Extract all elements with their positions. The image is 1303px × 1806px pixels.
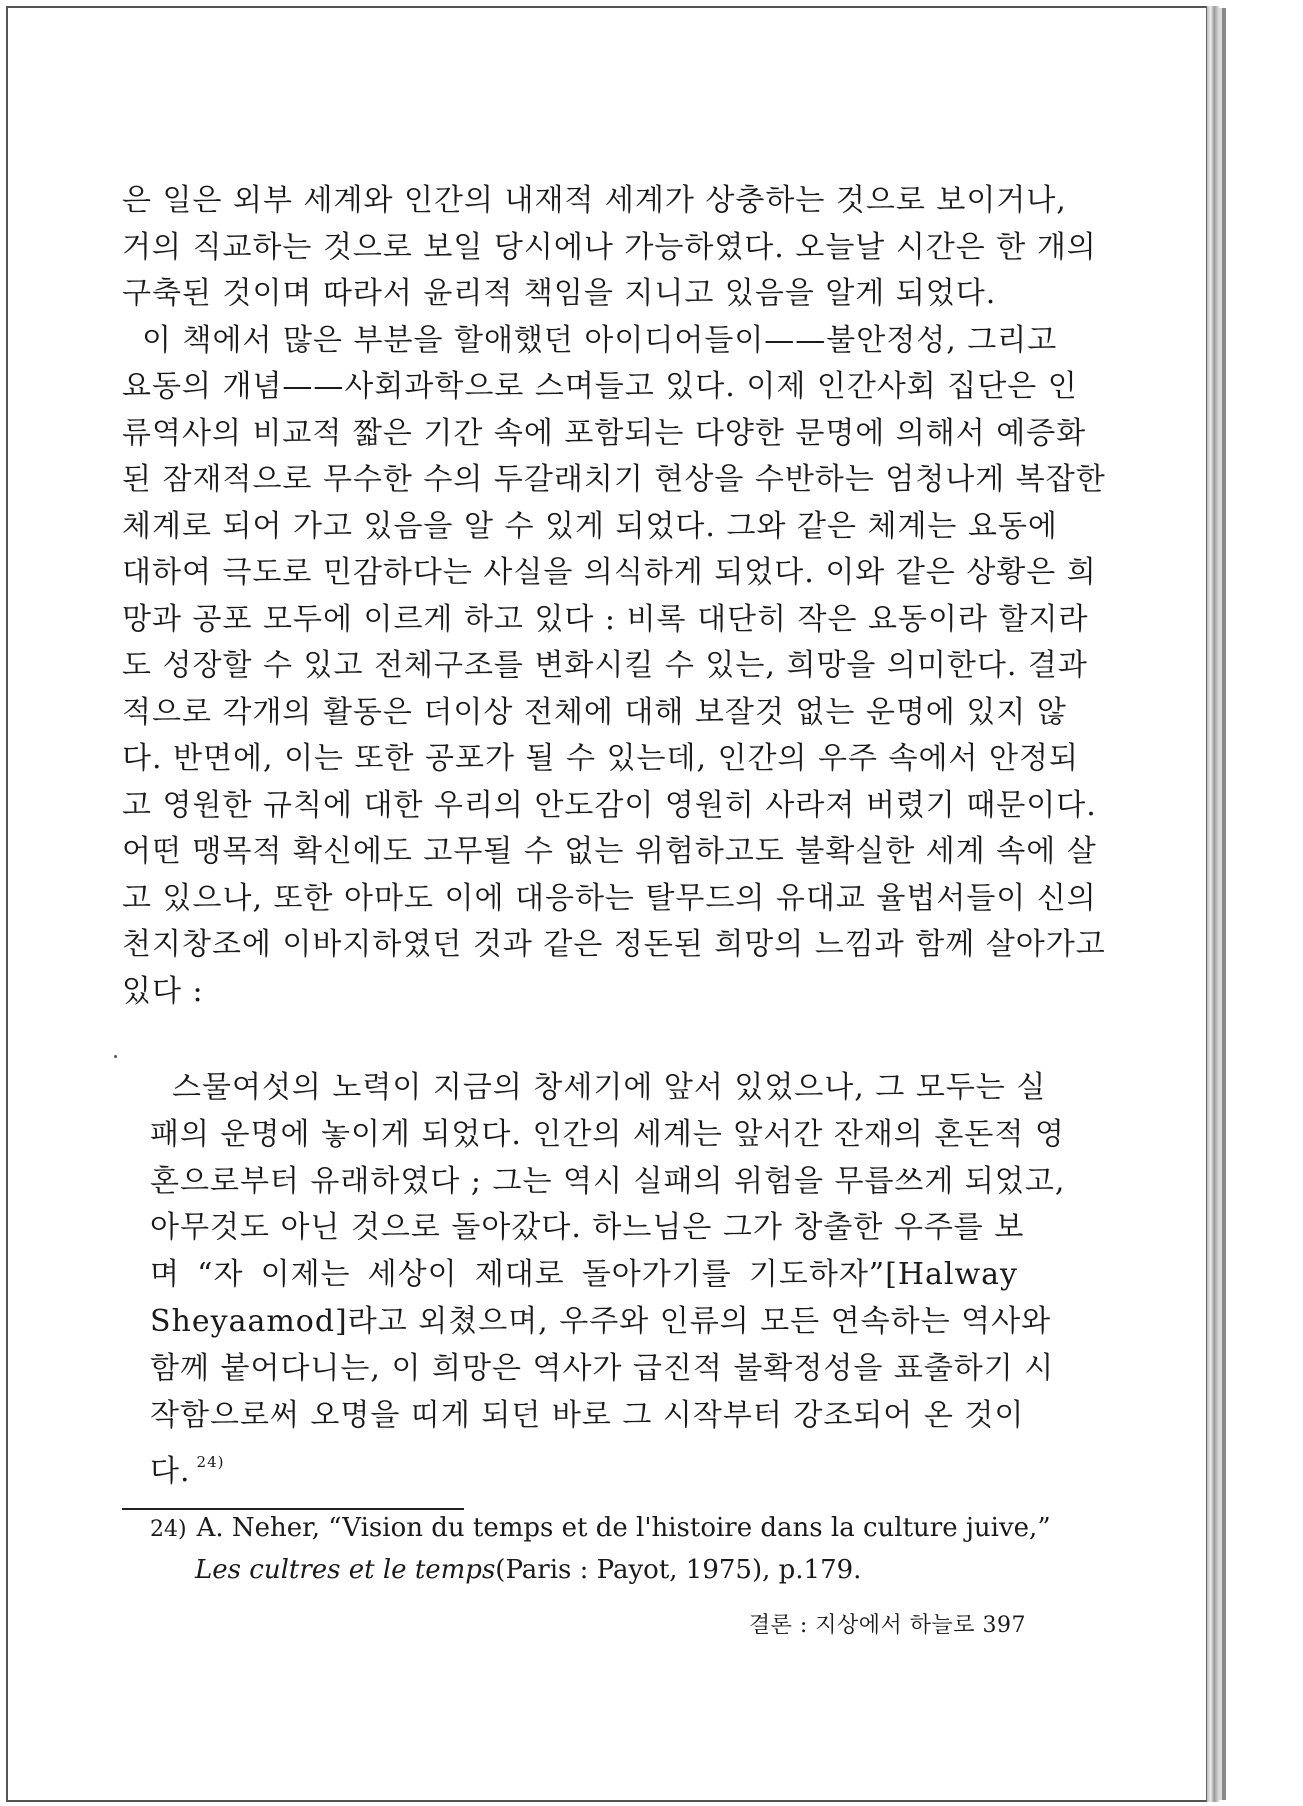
quote-line-text: 다.	[150, 1454, 191, 1490]
body-line: 대하여 극도로 민감하다는 사실을 의식하게 되었다. 이와 같은 상황은 희	[122, 555, 1097, 590]
body-line: 구축된 것이며 따라서 윤리적 책임을 지니고 있음을 알게 되었다.	[122, 276, 997, 311]
footnote-reference[interactable]: 24)	[196, 1453, 225, 1472]
page-edge-stack	[1206, 6, 1219, 1802]
body-line: 이 책에서 많은 부분을 할애했던 아이디어들이——불안정성, 그리고	[142, 322, 1058, 358]
body-line: 다. 반면에, 이는 또한 공포가 될 수 있는데, 인간의 우주 속에서 안정되	[122, 741, 1079, 776]
block-quote	[150, 1065, 1066, 1496]
quote-line: 작함으로써 오명을 띠게 되던 바로 그 시작부터 강조되어 온 것이	[150, 1397, 1025, 1433]
footnote-publication: (Paris : Payot, 1975), p.179.	[495, 1555, 862, 1585]
scan-speck	[114, 1055, 117, 1058]
running-footer: 결론 : 지상에서 하늘로 397	[748, 1613, 1026, 1638]
body-line: 고 있으나, 또한 아마도 이에 대응하는 탈무드의 유대교 율법서들이 신의	[122, 880, 1097, 916]
body-line: 체계로 되어 가고 있음을 알 수 있게 되었다. 그와 같은 체계는 요동에	[122, 508, 1058, 544]
body-line: 은 일은 외부 세계와 인간의 내재적 세계가 상충하는 것으로 보이거나,	[122, 183, 1067, 218]
body-line: 적으로 각개의 활동은 더이상 전체에 대해 보잘것 없는 운명에 있지 않	[122, 694, 1067, 730]
body-text	[122, 178, 1106, 1015]
body-line: 망과 공포 모두에 이르게 하고 있다 : 비록 대단히 작은 요동이라 할지라	[122, 601, 1089, 637]
footnote-line-2	[150, 1550, 1050, 1590]
quote-line: 며 “자 이제는 세상이 제대로 돌아가기를 기도하자”[Halway	[150, 1257, 1018, 1293]
body-line: 고 영원한 규칙에 대한 우리의 안도감이 영원히 사라져 버렸기 때문이다.	[122, 787, 1097, 823]
quote-line: 혼으로부터 유래하였다 ; 그는 역시 실패의 위험을 무릅쓰게 되었고,	[150, 1163, 1066, 1199]
body-line: 요동의 개념——사회과학으로 스며들고 있다. 이제 인간사회 집단은 인	[122, 369, 1078, 404]
body-line: 도 성장할 수 있고 전체구조를 변화시킬 수 있는, 희망을 의미한다. 결과	[122, 648, 1088, 683]
body-line: 류역사의 비교적 짧은 기간 속에 포함되는 다양한 문명에 의해서 예증화	[122, 415, 1087, 451]
quote-line-last	[150, 1439, 1018, 1496]
quote-line: 아무것도 아닌 것으로 돌아갔다. 하느님은 그가 창출한 우주를 보	[150, 1210, 1025, 1246]
footnote-line-1	[150, 1508, 1050, 1550]
quote-line: 함께 붙어다니는, 이 희망은 역사가 급진적 불확정성을 표출하기 시	[150, 1350, 1055, 1386]
body-line: 거의 직교하는 것으로 보일 당시에나 가능하였다. 오늘날 시간은 한 개의	[122, 229, 1097, 265]
quote-line: 스물여섯의 노력이 지금의 창세기에 앞서 있었으나, 그 모두는 실	[172, 1070, 1047, 1105]
quote-line: Sheyaamod]라고 외쳤으며, 우주와 인류의 모든 연속하는 역사와	[150, 1303, 1052, 1339]
body-line: 된 잠재적으로 무수한 수의 두갈래치기 현상을 수반하는 엄청나게 복잡한	[122, 462, 1106, 497]
footnote-number: 24)	[150, 1517, 187, 1542]
footnote-citation: A. Neher, “Vision du temps et de l'histoire dans la culture juive,”	[196, 1513, 1051, 1543]
body-line: 있다 :	[122, 973, 204, 1009]
body-line: 천지창조에 이바지하였던 것과 같은 정돈된 희망의 느낌과 함께 살아가고	[122, 927, 1106, 962]
body-line: 어떤 맹목적 확신에도 고무될 수 없는 위험하고도 불확실한 세계 속에 살	[122, 834, 1097, 869]
footnote	[150, 1508, 1050, 1590]
quote-line: 패의 운명에 놓이게 되었다. 인간의 세계는 앞서간 잔재의 혼돈적 영	[150, 1116, 1065, 1152]
footnote-title: Les cultres et le temps	[195, 1555, 496, 1585]
